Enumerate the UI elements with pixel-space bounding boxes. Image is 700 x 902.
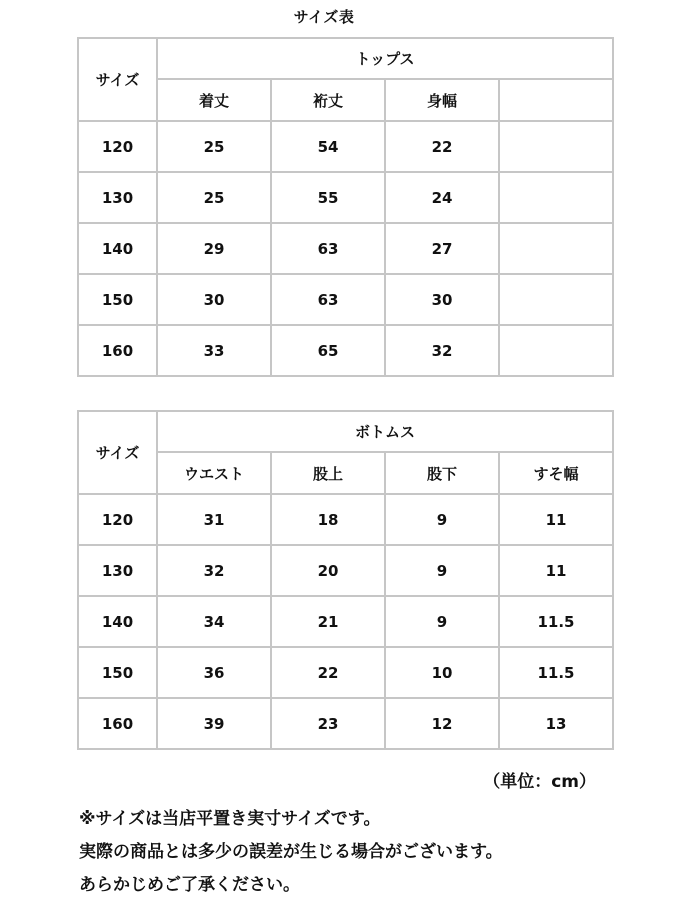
value-cell: 9 (385, 545, 499, 596)
page-title: サイズ表 (293, 8, 355, 26)
note-line: あらかじめご了承ください。 (79, 875, 300, 895)
note-line: ※サイズは当店平置き実寸サイズです。 (79, 809, 381, 829)
value-cell: 31 (157, 494, 271, 545)
value-cell: 11 (499, 494, 613, 545)
value-cell: 30 (385, 274, 499, 325)
table-row (78, 172, 613, 223)
value-cell: 11.5 (499, 647, 613, 698)
tops-size-header: サイズ (78, 38, 157, 121)
size-cell: 160 (78, 698, 157, 749)
value-cell: 27 (385, 223, 499, 274)
bottoms-group-header: ボトムス (157, 411, 613, 452)
value-cell: 12 (385, 698, 499, 749)
table-row (78, 121, 613, 172)
value-cell (499, 172, 613, 223)
value-cell: 54 (271, 121, 385, 172)
value-cell: 13 (499, 698, 613, 749)
column-header: 股上 (271, 452, 385, 494)
bottoms-header-row (78, 411, 613, 452)
value-cell: 9 (385, 596, 499, 647)
unit-note: （単位：cm） (483, 772, 596, 792)
size-cell: 140 (78, 223, 157, 274)
table-row (78, 698, 613, 749)
tops-header-row (78, 38, 613, 79)
value-cell: 32 (385, 325, 499, 376)
column-header: 着丈 (157, 79, 271, 121)
size-cell: 120 (78, 121, 157, 172)
value-cell: 24 (385, 172, 499, 223)
value-cell: 39 (157, 698, 271, 749)
value-cell: 21 (271, 596, 385, 647)
size-cell: 120 (78, 494, 157, 545)
value-cell: 55 (271, 172, 385, 223)
value-cell (499, 274, 613, 325)
value-cell (499, 121, 613, 172)
table-row (78, 545, 613, 596)
value-cell: 63 (271, 274, 385, 325)
column-header: 股下 (385, 452, 499, 494)
value-cell: 11.5 (499, 596, 613, 647)
value-cell: 25 (157, 172, 271, 223)
value-cell: 20 (271, 545, 385, 596)
table-row (78, 325, 613, 376)
bottoms-size-table (77, 410, 614, 750)
size-cell: 150 (78, 647, 157, 698)
value-cell: 11 (499, 545, 613, 596)
table-row (78, 596, 613, 647)
tops-column-header-row (78, 79, 613, 121)
size-cell: 160 (78, 325, 157, 376)
value-cell: 34 (157, 596, 271, 647)
value-cell: 30 (157, 274, 271, 325)
size-cell: 140 (78, 596, 157, 647)
value-cell: 23 (271, 698, 385, 749)
value-cell: 33 (157, 325, 271, 376)
notes (79, 803, 679, 902)
value-cell (499, 325, 613, 376)
column-header: すそ幅 (499, 452, 613, 494)
column-header (499, 79, 613, 121)
note-line: 実際の商品とは多少の誤差が生じる場合がございます。 (79, 842, 503, 862)
value-cell: 10 (385, 647, 499, 698)
value-cell: 63 (271, 223, 385, 274)
table-row (78, 494, 613, 545)
column-header: 裄丈 (271, 79, 385, 121)
size-cell: 150 (78, 274, 157, 325)
value-cell: 18 (271, 494, 385, 545)
value-cell: 32 (157, 545, 271, 596)
value-cell: 36 (157, 647, 271, 698)
value-cell: 22 (385, 121, 499, 172)
bottoms-size-header: サイズ (78, 411, 157, 494)
table-row (78, 647, 613, 698)
table-row (78, 223, 613, 274)
column-header: ウエスト (157, 452, 271, 494)
size-cell: 130 (78, 545, 157, 596)
size-cell: 130 (78, 172, 157, 223)
table-row (78, 274, 613, 325)
value-cell: 9 (385, 494, 499, 545)
tops-size-table (77, 37, 614, 377)
value-cell: 29 (157, 223, 271, 274)
bottoms-column-header-row (78, 452, 613, 494)
value-cell: 25 (157, 121, 271, 172)
value-cell (499, 223, 613, 274)
tops-group-header: トップス (157, 38, 613, 79)
column-header: 身幅 (385, 79, 499, 121)
value-cell: 65 (271, 325, 385, 376)
value-cell: 22 (271, 647, 385, 698)
